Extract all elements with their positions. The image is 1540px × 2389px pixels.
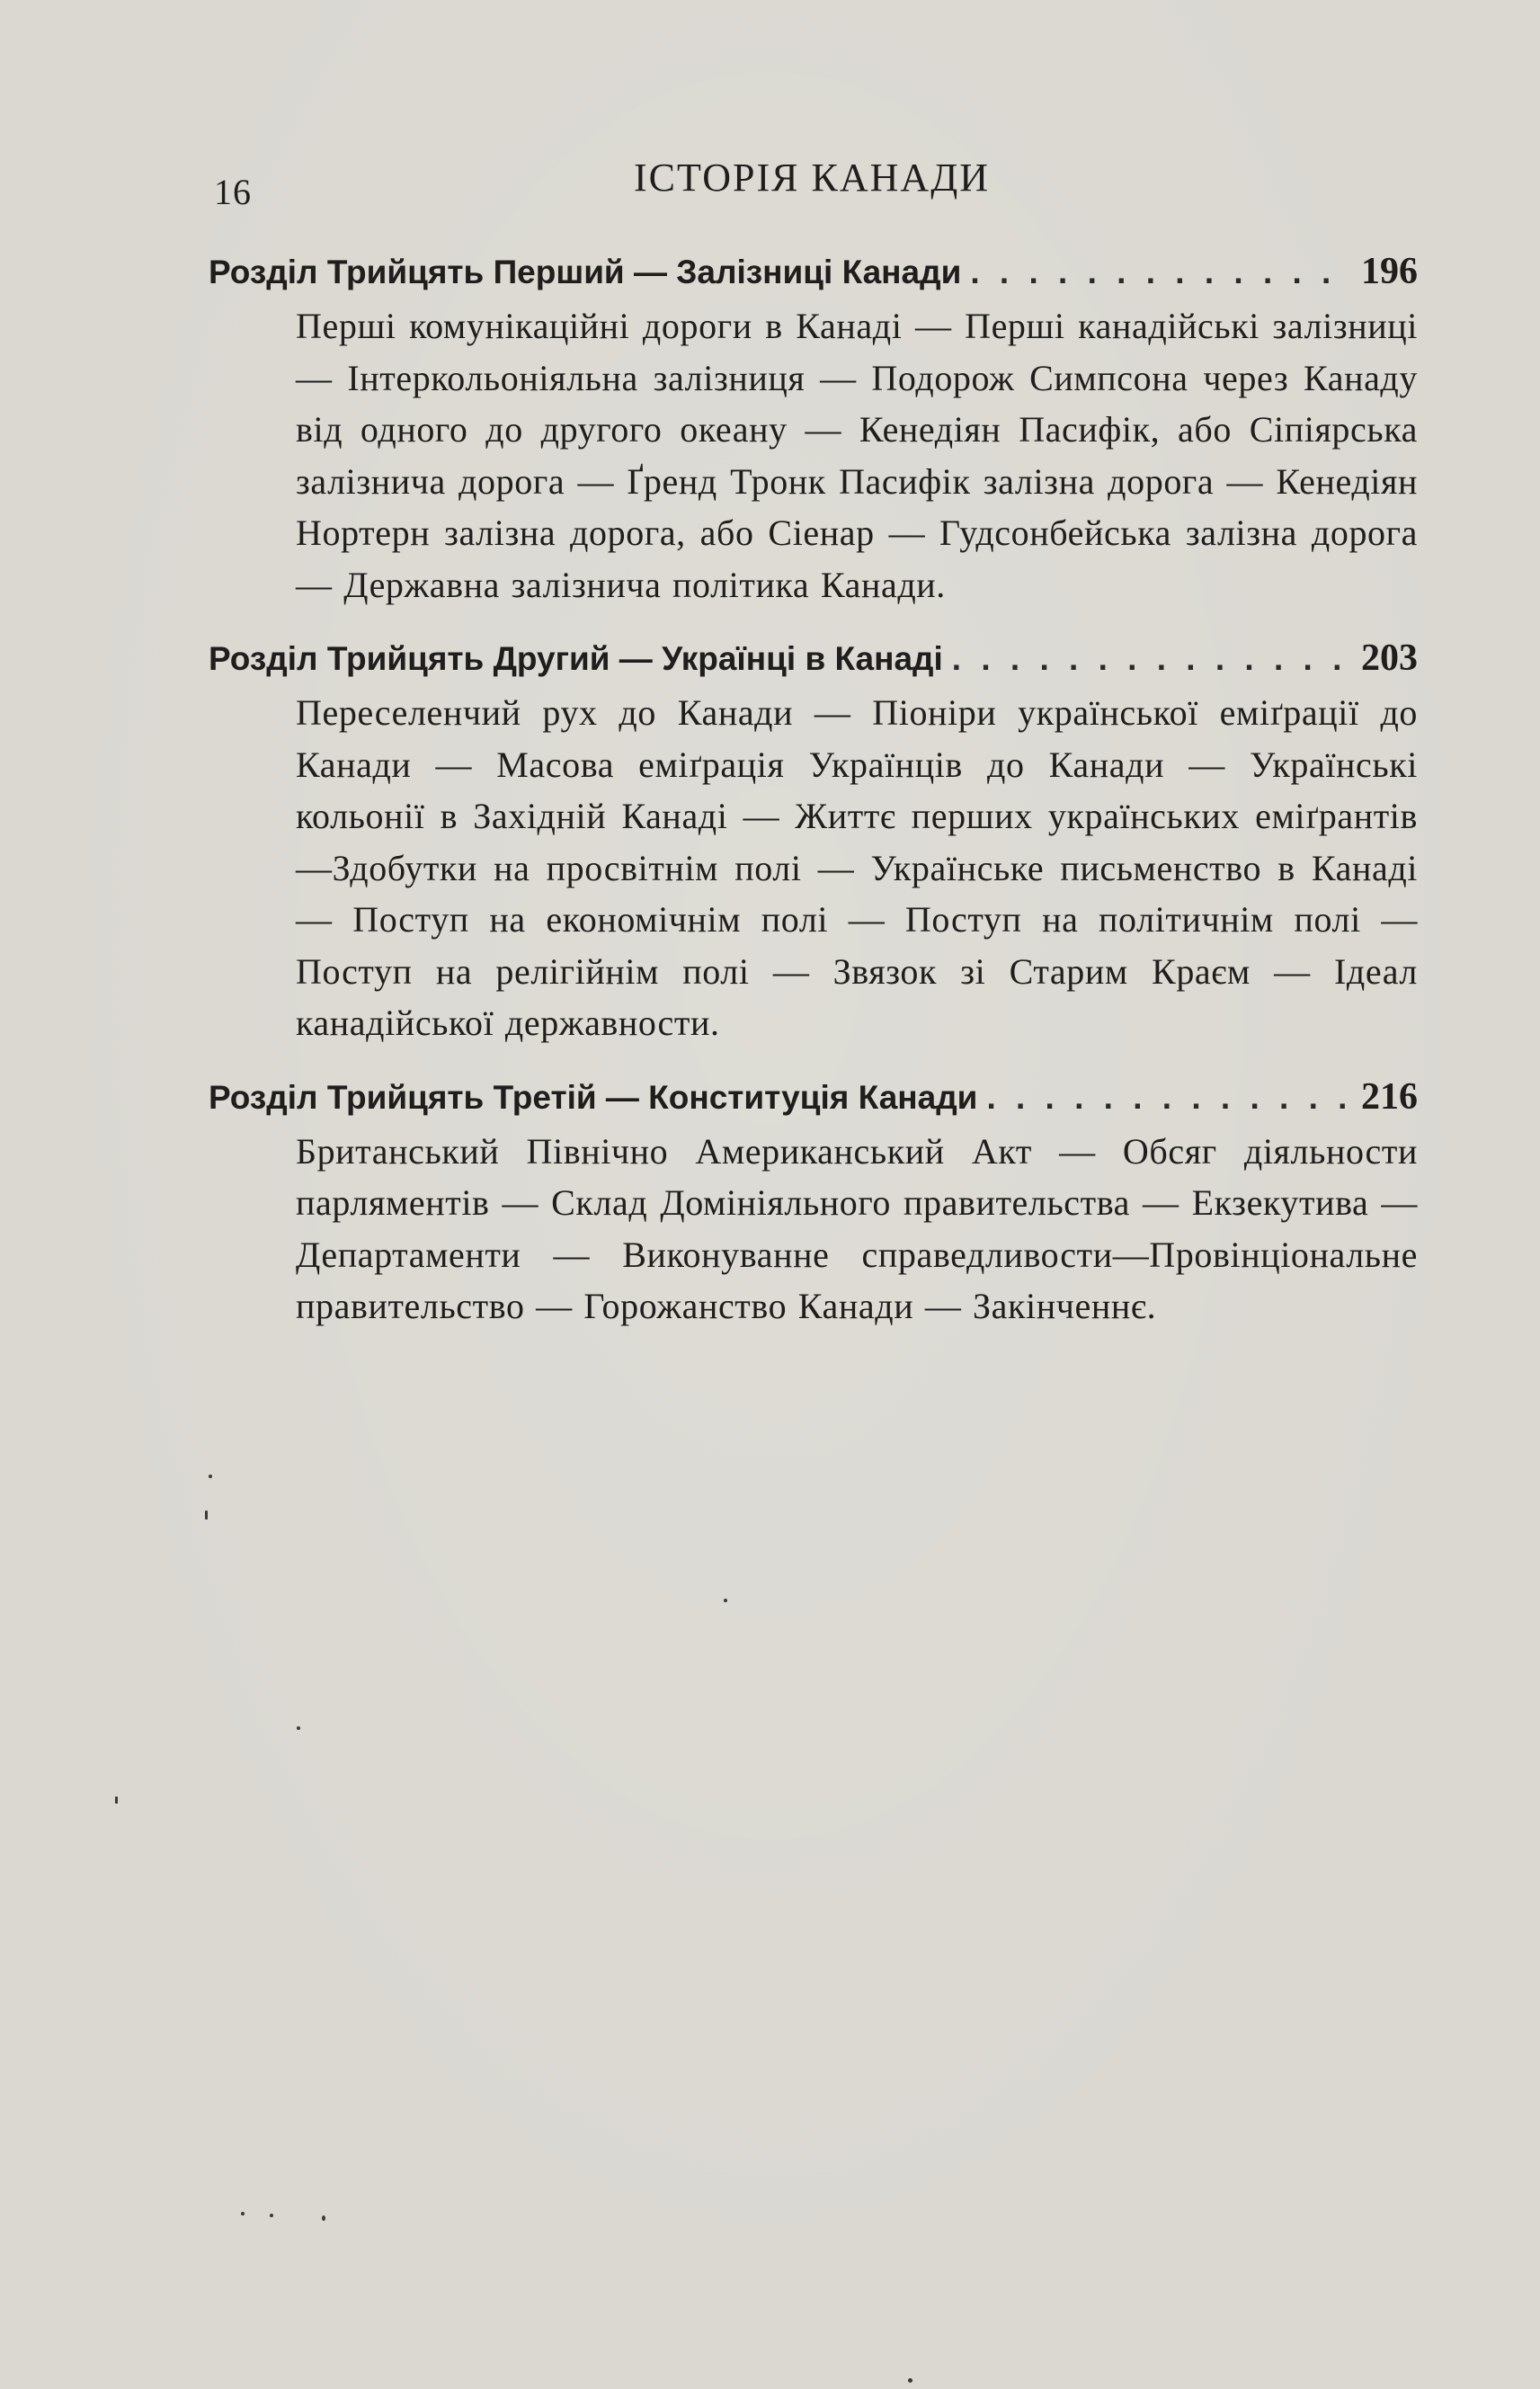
scan-speck bbox=[270, 2214, 273, 2217]
chapter-page-number: 216 bbox=[1361, 1075, 1418, 1118]
scan-speck bbox=[908, 2378, 912, 2383]
dot-leader bbox=[952, 635, 1352, 683]
toc-entry bbox=[209, 1073, 1418, 1333]
toc-entry-heading bbox=[209, 1073, 1418, 1122]
chapter-description: Переселенчий рух до Канади — Піоніри української еміґрації до Канади — Масова еміґрація Українців до Канади — Українські кольонії в Західній Канаді — Життє перших українських еміґрантів—Здобутки на просвітнім полі — Українське письменство в Канаді — Поступ на економічнім полі — Поступ на політичнім полі — Поступ на релігійнім полі — Звязок зі Старим Краєм — Ідеал канадійської державности. bbox=[296, 692, 1418, 1043]
scan-speck bbox=[724, 1599, 727, 1602]
page-header bbox=[214, 155, 1410, 218]
scan-speck bbox=[322, 2215, 325, 2221]
scan-speck bbox=[115, 1796, 118, 1804]
running-title: ІСТОРІЯ КАНАДИ bbox=[633, 156, 990, 200]
table-of-contents bbox=[209, 247, 1418, 1356]
chapter-title: Розділ Трийцять Перший — Залізниці Канади bbox=[209, 254, 962, 290]
chapter-title: Розділ Трийцять Другий — Українці в Канаді bbox=[209, 640, 943, 677]
toc-entry bbox=[209, 634, 1418, 1049]
chapter-page-number: 196 bbox=[1361, 251, 1418, 292]
chapter-page-number: 203 bbox=[1361, 637, 1418, 679]
chapter-description: Британський Північно Американський Акт — Обсяг діяльности парляментів — Склад Домініяльного правительства — Екзекутива — Департаменти — Виконуванне справедливости—Провінціональне правительство — Горожанство Канади — Закінченнє. bbox=[296, 1130, 1418, 1326]
page-number: 16 bbox=[214, 172, 252, 212]
chapter-title: Розділ Трийцять Третій — Конституція Канади bbox=[209, 1078, 978, 1116]
toc-entry-heading bbox=[209, 247, 1418, 297]
dot-leader bbox=[970, 248, 1352, 297]
chapter-description: Перші комунікаційні дороги в Канаді — Перші канадійські залізниці — Інтеркольоніяльна залізниця — Подорож Симпсона через Канаду від одного до другого океану — Кенедіян Пасифік, або Сіпіярська залізнича дорога — Ґренд Тронк Пасифік залізна дорога — Кенедіян Нортерн залізна дорога, або Сіенар — Гудсонбейська залізна дорога — Державна залізнича політика Канади. bbox=[296, 306, 1418, 605]
toc-entry-heading bbox=[209, 634, 1418, 683]
scan-speck bbox=[297, 1726, 300, 1730]
toc-entry bbox=[209, 247, 1418, 611]
scan-speck bbox=[209, 1475, 212, 1478]
scan-speck bbox=[205, 1511, 208, 1520]
scan-speck bbox=[241, 2212, 245, 2215]
dot-leader bbox=[986, 1074, 1352, 1122]
